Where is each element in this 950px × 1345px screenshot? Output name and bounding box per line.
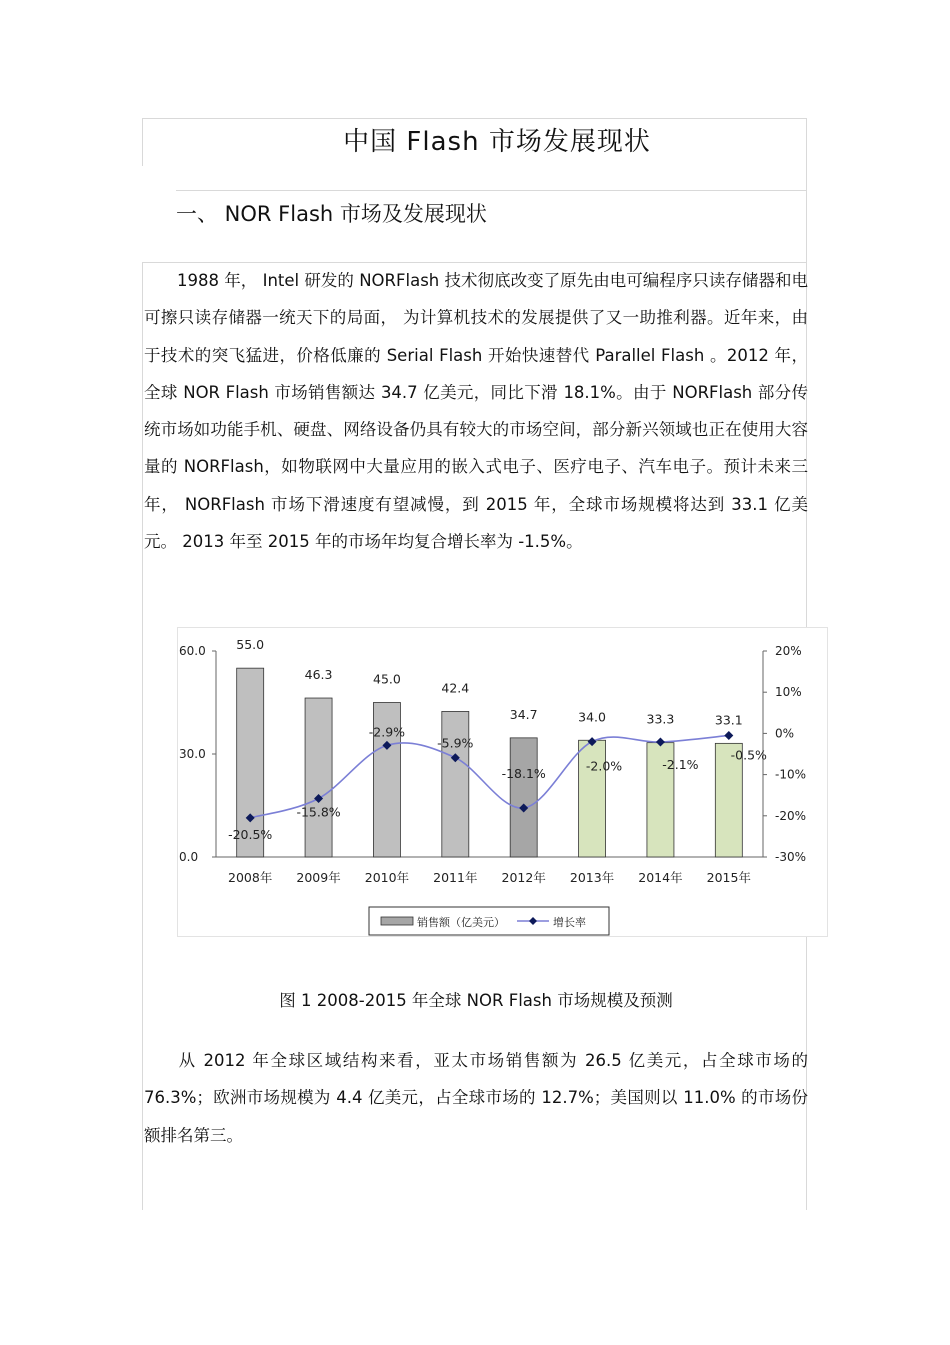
bar-value-label: 55.0 (236, 637, 265, 653)
x-tick-label: 2012年 (501, 870, 546, 885)
x-tick-label: 2009年 (296, 870, 341, 885)
y-right-tick-label: -20% (775, 808, 807, 823)
bar-value-label: 34.7 (509, 706, 538, 722)
y-right-tick-label: 10% (775, 685, 802, 700)
y-left-tick-label: 0.0 (179, 850, 199, 864)
y-right-tick-label: 20% (775, 644, 802, 658)
y-right-tick-label: -10% (775, 767, 807, 782)
x-tick-label: 2011年 (433, 870, 478, 885)
legend-line-label: 增长率 (553, 916, 586, 929)
y-left-tick-label: 30.0 (179, 747, 206, 761)
x-tick-label: 2008年 (228, 870, 273, 885)
paragraph-2 (144, 1042, 808, 1154)
legend-bar-label: 销售额（亿美元） (417, 916, 505, 929)
bar-value-label: 45.0 (373, 671, 401, 687)
growth-value-label: -15.8% (296, 804, 341, 820)
bar-value-label: 42.4 (441, 680, 470, 696)
page-title: 中国 Flash 市场发展现状 (343, 127, 651, 157)
nor-flash-chart (177, 627, 828, 937)
bar-value-label: 33.1 (714, 712, 743, 728)
section-heading: 一、 NOR Flash 市场及发展现状 (176, 202, 487, 226)
growth-value-label: -18.1% (501, 765, 546, 781)
body-left-line (142, 262, 143, 1210)
growth-value-label: -20.5% (228, 826, 273, 842)
y-right-tick-label: 0% (775, 726, 795, 741)
x-tick-label: 2015年 (706, 870, 751, 885)
bar-value-label: 34.0 (578, 709, 606, 725)
growth-value-label: -2.9% (368, 724, 406, 740)
paragraph-1-text: 1988 年， Intel 研发的 NORFlash 技术彻底改变了原先由电可编程序只读存储器和电可擦只读存储器一统天下的局面， 为计算机技术的发展提供了又一助推利器。近年来，由于技术的突飞猛进，价格低廉的 Serial Flash 开始快速替代 Parallel Flash 。2012 年，全球 NOR Flash 市场销售额达 34.7 亿美元，同比下滑 18.1%。由于 NORFlash 部分传统市场如功能手机、硬盘、网络设备仍具有较大的市场空间，部分新兴领域也正在使用大容量的 NORFlash，如物联网中大量应用的嵌入式电子、医疗电子、汽车电子。预计未来三年， NORFlash 市场下滑速度有望减慢，到 2015 年，全球市场规模将达到 33.1 亿美元。 2013 年至 2015 年的市场年均复合增长率为 -1.5%。 (144, 271, 808, 552)
growth-value-label: -0.5% (730, 747, 767, 763)
bar-1 (305, 698, 332, 857)
paragraph-1 (144, 262, 808, 560)
bar-3 (442, 711, 469, 857)
growth-value-label: -2.1% (662, 757, 699, 773)
frame-top-line (142, 118, 807, 119)
chart-svg (177, 627, 828, 937)
growth-value-label: -5.9% (437, 735, 474, 751)
figure-caption: 图 1 2008-2015 年全球 NOR Flash 市场规模及预测 (279, 991, 673, 1010)
y-left-tick-label: 60.0 (179, 644, 206, 658)
heading-top-line (176, 190, 807, 191)
bar-value-label: 46.3 (304, 667, 333, 683)
legend-bar-swatch (381, 917, 413, 925)
paragraph-2-text: 从 2012 年全球区域结构来看，亚太市场销售额为 26.5 亿美元，占全球市场的 76.3%；欧洲市场规模为 4.4 亿美元，占全球市场的 12.7%；美国则以 11.0% 的市场份额排名第三。 (144, 1051, 808, 1145)
bar-4 (510, 738, 537, 857)
x-tick-label: 2013年 (569, 870, 615, 885)
y-right-tick-label: -30% (775, 850, 807, 864)
bar-value-label: 33.3 (646, 711, 675, 727)
x-tick-label: 2014年 (638, 870, 683, 885)
x-tick-label: 2010年 (364, 870, 410, 885)
growth-value-label: -2.0% (585, 758, 623, 774)
